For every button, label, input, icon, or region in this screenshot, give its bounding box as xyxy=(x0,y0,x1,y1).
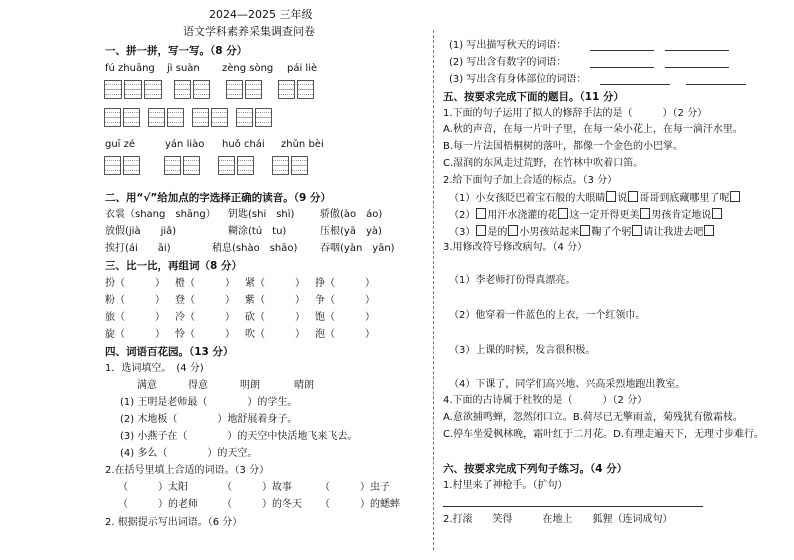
fill-sentence: (3) 小燕子在（ ）的天空中快活地飞来飞去。 xyxy=(120,431,358,442)
word-choice: 晴朗 xyxy=(294,380,314,391)
compare-item: 扮（ ） xyxy=(105,278,165,289)
punct-box[interactable] xyxy=(640,208,650,219)
reading-item: 挨打(ái āi) xyxy=(105,243,171,254)
sick-sentence-3: （3）上课的时候，发言很积极。 xyxy=(449,345,596,356)
s4-q1: 1．选词填空。 (4 分) xyxy=(105,363,204,374)
compare-item: 旅（ ） xyxy=(105,312,165,323)
word-prompt-body: (3) 写出含有身体部位的词语： xyxy=(449,74,587,85)
fill-sentence: (2) 木地板（ ）地舒展着身子。 xyxy=(120,414,298,425)
section4-heading: 四、词语百花园。（13 分） xyxy=(105,346,234,358)
compare-item: 砍（ ） xyxy=(245,312,305,323)
punct-box[interactable] xyxy=(580,225,590,236)
answer-line[interactable] xyxy=(686,84,746,85)
pinyin-7: huǒ chái xyxy=(222,139,265,150)
s4-q2: 2.在括号里填上合适的词语。（3 分） xyxy=(105,465,270,476)
pinyin-5: guī zé xyxy=(105,139,136,150)
pinyin-3: zèng sòng xyxy=(222,63,274,74)
fill-phrase: （ ）虫子 xyxy=(320,482,390,493)
answer-line[interactable] xyxy=(665,67,729,68)
reading-item: 骄傲(ào áo) xyxy=(320,209,383,220)
fill-phrase: （ ）的老师 xyxy=(118,499,198,510)
punct-box[interactable] xyxy=(606,191,616,202)
reading-item: 吞咽(yàn yān) xyxy=(320,243,395,254)
pinyin-1: fú zhuāng xyxy=(105,63,155,74)
word-choice: 满意 xyxy=(137,380,157,391)
pinyin-8: zhǔn bèi xyxy=(281,139,324,150)
compare-item: 饱（ ） xyxy=(315,312,375,323)
writing-grid-row1-top[interactable] xyxy=(104,80,316,99)
punct-box[interactable] xyxy=(508,225,518,236)
reading-item: 压根(yā yà) xyxy=(320,226,382,237)
punct-box[interactable] xyxy=(712,208,722,219)
reading-item: 糊涂(tú tu) xyxy=(228,226,287,237)
section5-heading: 五、按要求完成下面的题目。（11 分） xyxy=(443,91,625,103)
sick-sentence-4: （4）下课了，同学们高兴地、兴高采烈地跑出教室。 xyxy=(449,379,686,390)
exam-title-line2: 语文学科素养采集调查问卷 xyxy=(183,25,315,38)
compare-item: 吹（ ） xyxy=(245,329,305,340)
punct-sentence-1: （1）小女孩眨巴着宝石般的大眼睛 说 哥哥到底藏哪里了呢 xyxy=(449,191,741,205)
compare-item: 紫（ ） xyxy=(245,295,305,306)
writing-grid-row1[interactable] xyxy=(104,108,274,127)
word-prompt-autumn: (1) 写出描写秋天的词语： xyxy=(449,40,567,51)
reading-item: 衣裳（shang shāng） xyxy=(105,209,216,220)
section6-heading: 六、按要求完成下列句子练习。（4 分） xyxy=(443,463,628,475)
writing-grid-row2[interactable] xyxy=(104,156,310,175)
compare-item: 旋（ ） xyxy=(105,329,165,340)
punct-box[interactable] xyxy=(730,191,740,202)
s5-q4-options-ab: A.意欲捕鸣蝉，忽然闭口立。B.荷尽已无擎雨盖，菊残犹有傲霜枝。 xyxy=(443,412,743,423)
answer-line[interactable] xyxy=(600,84,670,85)
s5-q4: 4.下面的古诗属于杜牧的是（ ）（2 分） xyxy=(443,395,648,406)
answer-line[interactable] xyxy=(665,50,729,51)
punct-box[interactable] xyxy=(558,208,568,219)
punct-sentence-2: （2） 用汗水浇灌的花 这一定开得更美 男孩肯定地说 xyxy=(449,208,723,222)
compare-item: 橙（ ） xyxy=(175,278,235,289)
reading-item: 稍息(shào shāo) xyxy=(212,243,298,254)
compare-item: 紧（ ） xyxy=(245,278,305,289)
punct-box[interactable] xyxy=(704,225,714,236)
compare-item: 怜（ ） xyxy=(175,329,235,340)
punct-box[interactable] xyxy=(628,191,638,202)
section1-heading: 一、拼一拼，写一写。（8 分） xyxy=(105,45,248,57)
s4-q3: 2. 根据提示写出词语。（6 分） xyxy=(105,517,243,528)
s5-q4-options-cd: C.停车坐爱枫林晚，霜叶红于二月花。D.有理走遍天下，无理寸步难行。 xyxy=(443,429,765,440)
fill-phrase: （ ）的冬天 xyxy=(222,499,302,510)
s6-q1: 1.村里来了神枪手。（扩句） xyxy=(443,480,568,491)
sick-sentence-2: （2）他穿着一件蓝色的上衣，一个红领巾。 xyxy=(449,310,646,321)
compare-item: 泡（ ） xyxy=(315,329,375,340)
punct-sentence-3: （3） 是的 小男孩站起来 鞠了个躬 请让我进去吧 xyxy=(449,225,715,239)
fill-sentence: (4) 多么（ ）的天空。 xyxy=(120,448,258,459)
word-choice: 得意 xyxy=(188,380,208,391)
pinyin-2: jì suàn xyxy=(167,63,200,74)
pinyin-4: pái liè xyxy=(287,63,318,74)
s5-q3: 3.用修改符号修改病句。（4 分） xyxy=(443,242,588,253)
compare-item: 冷（ ） xyxy=(175,312,235,323)
fill-phrase: （ ）太阳 xyxy=(118,482,188,493)
word-choice: 明朗 xyxy=(240,380,260,391)
s5-q2: 2.给下面句子加上合适的标点。（3 分） xyxy=(443,175,618,186)
word-prompt-number: (2) 写出含有数字的词语： xyxy=(449,57,567,68)
punct-box[interactable] xyxy=(632,225,642,236)
reading-item: 放假(jià jiǎ) xyxy=(105,226,177,237)
column-divider xyxy=(433,30,434,550)
section2-heading: 二、用“√”给加点的字选择正确的读音。（9 分） xyxy=(105,192,332,204)
exam-title-line1: 2024—2025 三年级 xyxy=(209,8,313,21)
answer-line[interactable] xyxy=(590,67,654,68)
answer-line[interactable] xyxy=(443,506,703,507)
fill-sentence: (1) 王明是老师最（ ）的学生。 xyxy=(120,397,298,408)
s5-q1-option-a: A.秋的声音，在每一片叶子里，在每一朵小花上，在每一滴汗水里。 xyxy=(443,124,743,135)
s5-q1-option-b: B.每一片法国梧桐树的落叶，都像一个金色的小巴掌。 xyxy=(443,141,684,152)
punct-box[interactable] xyxy=(476,208,486,219)
compare-item: 粉（ ） xyxy=(105,295,165,306)
compare-item: 登（ ） xyxy=(175,295,235,306)
section3-heading: 三、比一比，再组词（8 分） xyxy=(105,260,242,272)
answer-line[interactable] xyxy=(590,50,654,51)
compare-item: 挣（ ） xyxy=(315,278,375,289)
sick-sentence-1: （1）李老师打份得真漂亮。 xyxy=(449,275,576,286)
fill-phrase: （ ）的蟋蟀 xyxy=(320,499,400,510)
s6-q2: 2.打滚 笑得 在地上 狐狸（连词成句） xyxy=(443,514,673,525)
s5-q1-option-c: C.湿润的东风走过荒野，在竹林中吹着口笛。 xyxy=(443,158,644,169)
punct-box[interactable] xyxy=(476,225,486,236)
s5-q1: 1.下面的句子运用了拟人的修辞手法的是（ ）（2 分） xyxy=(443,108,708,119)
pinyin-6: yán liào xyxy=(165,139,205,150)
compare-item: 争（ ） xyxy=(315,295,375,306)
reading-item: 钥匙(shi shì) xyxy=(228,209,295,220)
fill-phrase: （ ）故事 xyxy=(222,482,292,493)
